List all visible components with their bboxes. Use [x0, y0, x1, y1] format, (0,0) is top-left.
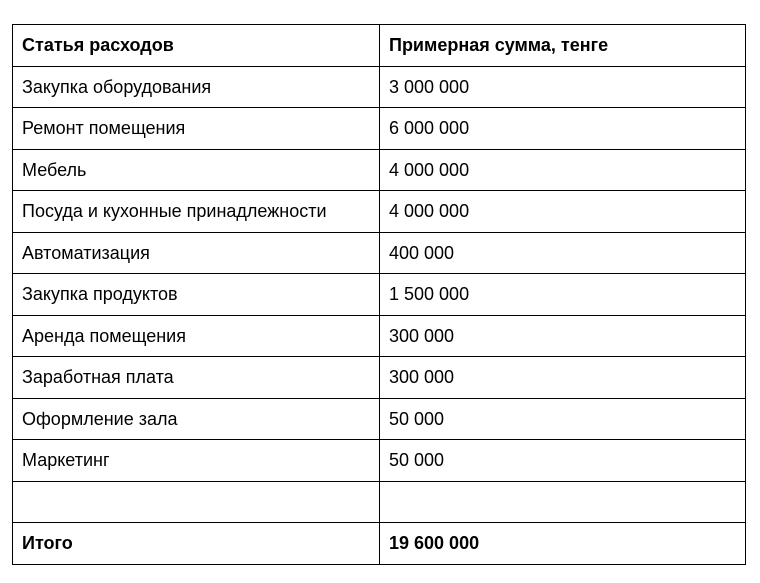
table-row [13, 274, 746, 316]
table-row [13, 232, 746, 274]
table-row-empty [13, 481, 746, 523]
table-row [13, 440, 746, 482]
table-row [13, 357, 746, 399]
cell-item: Ремонт помещения [13, 108, 380, 150]
cell-amount: 300 000 [380, 357, 746, 399]
cell-item: Закупка оборудования [13, 66, 380, 108]
table-row [13, 191, 746, 233]
expense-table-body [13, 25, 746, 565]
cell-amount: 50 000 [380, 440, 746, 482]
cell-item: Аренда помещения [13, 315, 380, 357]
cell-amount: 300 000 [380, 315, 746, 357]
cell-amount: 400 000 [380, 232, 746, 274]
cell-item: Маркетинг [13, 440, 380, 482]
table-row [13, 398, 746, 440]
header-cell-amount: Примерная сумма, тенге [380, 25, 746, 67]
cell-item: Оформление зала [13, 398, 380, 440]
table-row [13, 108, 746, 150]
total-label: Итого [13, 523, 380, 565]
cell-amount: 4 000 000 [380, 149, 746, 191]
header-cell-item: Статья расходов [13, 25, 380, 67]
cell-amount: 4 000 000 [380, 191, 746, 233]
cell-item: Автоматизация [13, 232, 380, 274]
cell-item: Посуда и кухонные принадлежности [13, 191, 380, 233]
cell-item: Мебель [13, 149, 380, 191]
table-total-row [13, 523, 746, 565]
cell-item: Заработная плата [13, 357, 380, 399]
table-row [13, 66, 746, 108]
cell-amount [380, 481, 746, 523]
cell-item [13, 481, 380, 523]
cell-amount: 50 000 [380, 398, 746, 440]
table-row [13, 149, 746, 191]
total-amount: 19 600 000 [380, 523, 746, 565]
cell-amount: 3 000 000 [380, 66, 746, 108]
cell-amount: 1 500 000 [380, 274, 746, 316]
expense-table [12, 24, 746, 565]
table-row [13, 315, 746, 357]
table-header-row [13, 25, 746, 67]
cell-item: Закупка продуктов [13, 274, 380, 316]
cell-amount: 6 000 000 [380, 108, 746, 150]
